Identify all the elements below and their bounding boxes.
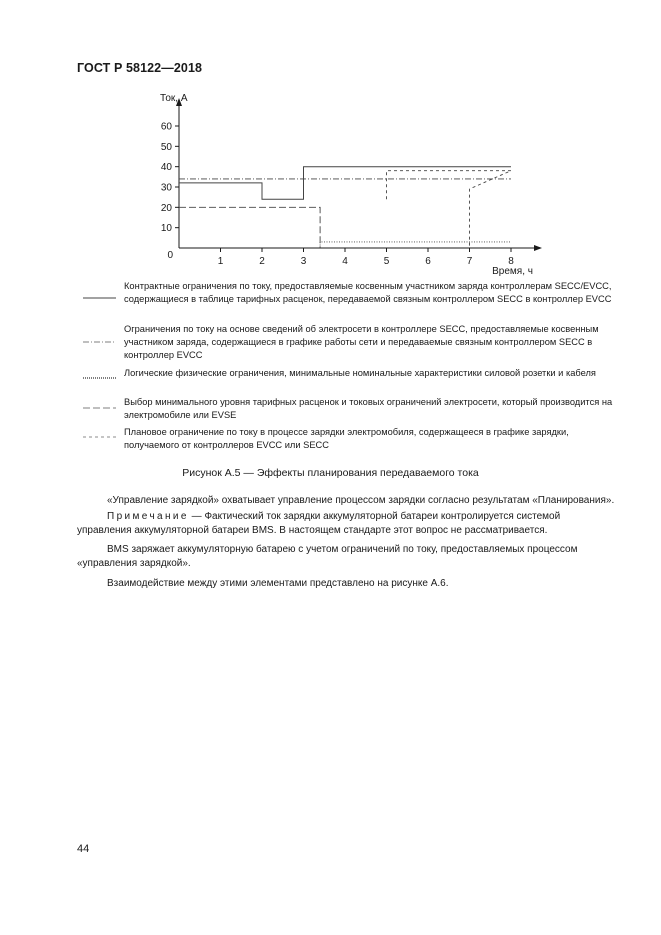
x-tick-label: 8: [508, 256, 514, 267]
legend-item: [80, 426, 620, 454]
paragraph: «Управление зарядкой» охватывает управление процессом зарядки согласно результатам «Планирования».: [107, 495, 615, 506]
legend-text: Логические физические ограничения, минимальные номинальные характеристики силовой розетки и кабеля: [124, 368, 596, 378]
series-line-solid: [179, 167, 511, 200]
legend-swatch: [80, 280, 120, 320]
legend-item: [80, 396, 620, 424]
y-axis-label: Ток, А: [160, 93, 188, 104]
paragraph: BMS заряжает аккумуляторную батарею с учетом ограничений по току, предоставляемых процессом «управления зарядкой».: [77, 544, 578, 569]
chart-series: [179, 167, 511, 248]
legend-text: Ограничения по току на основе сведений об электросети в контроллере SECC, предоставляемые косвенным участником заряда, содержащиеся в графике работы сети и передаваемые связным контроллером SECC в контроллер EVCC: [124, 324, 599, 360]
legend-text: Контрактные ограничения по току, предоставляемые косвенным участником заряда контроллерам SECC/EVCC, содержащиеся в таблице тарифных расценок, передаваемой связным контроллером SECC в контроллер EVCC: [124, 281, 612, 304]
x-tick-label: 7: [466, 256, 473, 267]
legend-swatch: [80, 396, 120, 424]
legend-item: [80, 323, 620, 363]
y-tick-label: 30: [160, 182, 172, 194]
series-line-long-dash: [179, 207, 320, 248]
x-tick-label: 5: [383, 256, 390, 267]
x-tick-label: 1: [217, 256, 224, 267]
note-text: — Фактический ток зарядки аккумуляторной батареи контролируется системой управления аккумуляторной батареи BMS. В настоящем стандарте этот вопрос не рассматривается.: [77, 511, 561, 536]
y-tick-label: 20: [160, 202, 172, 214]
note-label: Примечание: [107, 511, 189, 522]
paragraph: Взаимодействие между этими элементами представлено на рисунке А.6.: [107, 578, 449, 589]
origin-label: 0: [167, 250, 173, 261]
legend-swatch: [80, 426, 120, 454]
y-tick-label: 60: [160, 121, 172, 133]
series-line-dotted: [320, 242, 511, 248]
legend-swatch: [80, 323, 120, 363]
x-tick-label: 2: [259, 256, 265, 267]
legend-item: [80, 367, 620, 395]
chart-labels: [160, 93, 533, 277]
legend-text: Плановое ограничение по току в процессе зарядки электромобиля, содержащееся в графике зарядки, получаемого от контроллеров EVCC или SECC: [124, 427, 569, 450]
y-tick-label: 50: [160, 141, 172, 153]
page-number: 44: [77, 843, 90, 855]
x-tick-label: 4: [342, 256, 348, 267]
note-paragraph: [77, 510, 617, 538]
x-tick-label: 6: [425, 256, 431, 267]
x-tick-label: 3: [300, 256, 307, 267]
series-line-short-dash: [387, 171, 512, 248]
x-axis-label: Время, ч: [492, 266, 533, 277]
document-header: ГОСТ Р 58122—2018: [77, 61, 203, 75]
legend-item: [80, 280, 620, 320]
figure-caption: Рисунок А.5 — Эффекты планирования передаваемого тока: [182, 467, 479, 479]
chart-axes: [175, 98, 542, 252]
x-axis-arrow: [534, 245, 542, 251]
legend-text: Выбор минимального уровня тарифных расценок и токовых ограничений электросети, который производится на электромобиле или EVSE: [124, 397, 613, 420]
legend-swatch: [80, 367, 120, 395]
y-tick-label: 40: [160, 162, 172, 174]
current-chart: [0, 0, 661, 280]
y-tick-label: 10: [160, 223, 172, 235]
